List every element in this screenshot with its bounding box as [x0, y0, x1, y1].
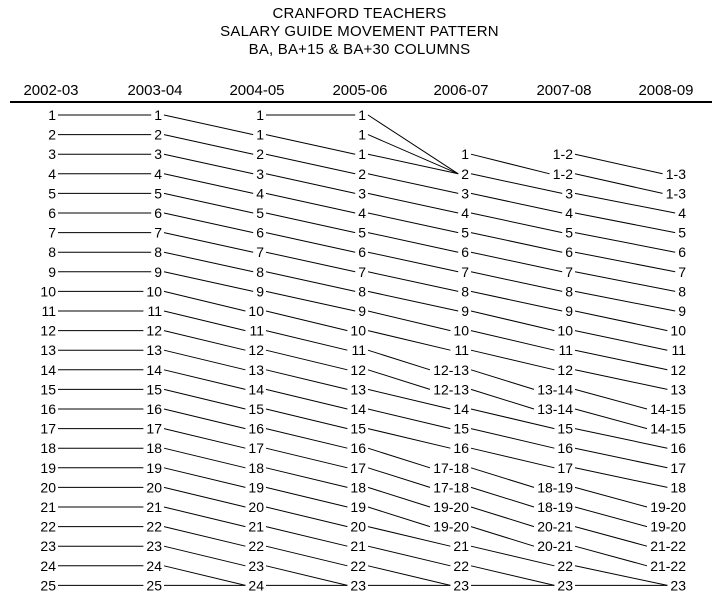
step-label: 1 [358, 146, 366, 163]
movement-line [266, 487, 347, 507]
step-label: 14 [453, 401, 469, 417]
step-label: 7 [358, 263, 366, 280]
column-header-2006-07: 2006-07 [433, 82, 489, 99]
movement-line [164, 272, 253, 292]
step-label: 19 [350, 499, 366, 515]
movement-line [368, 154, 458, 174]
step-label: 18 [350, 479, 366, 496]
step-label: 1 [461, 146, 469, 163]
column-header-2005-06: 2005-06 [332, 82, 388, 99]
step-label: 21 [40, 499, 56, 515]
step-label: 13 [350, 381, 366, 398]
step-label: 10 [350, 322, 366, 339]
step-label: 1 [256, 107, 264, 123]
step-label: 11 [249, 322, 264, 339]
step-label: 1 [154, 107, 162, 123]
step-label: 14 [248, 381, 264, 398]
movement-line [471, 389, 534, 409]
step-label: 6 [154, 205, 162, 221]
step-label: 16 [453, 440, 469, 457]
movement-line [164, 311, 245, 331]
step-label: 23 [350, 577, 366, 594]
step-label: 1-3 [665, 185, 686, 202]
step-label: 16 [248, 420, 264, 437]
movement-line [266, 409, 347, 429]
step-label: 1-2 [552, 146, 573, 163]
movement-line [471, 213, 562, 233]
title-line-2: SALARY GUIDE MOVEMENT PATTERN [220, 23, 499, 40]
movement-line [266, 311, 347, 331]
step-label: 8 [678, 283, 686, 300]
movement-line [266, 252, 355, 272]
movement-line [368, 135, 458, 174]
step-label: 8 [358, 283, 366, 300]
step-label: 12 [146, 322, 162, 339]
movement-line [368, 115, 458, 174]
step-label: 8 [256, 263, 264, 280]
step-label: 19-20 [433, 518, 469, 535]
step-label: 8 [154, 244, 162, 261]
step-label: 5 [358, 224, 366, 241]
movement-line [368, 193, 458, 213]
movement-line [266, 527, 347, 547]
movement-line [575, 233, 675, 253]
column-header-2004-05: 2004-05 [229, 82, 285, 99]
step-label: 15 [557, 420, 573, 437]
step-label: 18 [146, 440, 162, 457]
movement-line [471, 311, 554, 331]
step-label: 9 [678, 303, 686, 319]
step-label: 20 [350, 518, 366, 535]
step-label: 6 [461, 244, 469, 261]
step-label: 2 [48, 126, 56, 143]
step-label: 10 [453, 322, 469, 339]
movement-line [266, 429, 347, 449]
column-header-2003-04: 2003-04 [127, 82, 183, 99]
step-label: 15 [248, 401, 264, 417]
step-label: 7 [565, 263, 573, 280]
step-label: 5 [565, 224, 573, 241]
movement-line [575, 507, 647, 527]
movement-line [575, 331, 667, 351]
step-label: 13 [146, 342, 162, 359]
movement-line [266, 546, 347, 566]
step-label: 1 [48, 107, 56, 123]
movement-line [164, 566, 245, 586]
step-label: 21 [453, 538, 469, 555]
step-label: 23 [557, 577, 573, 594]
step-label: 16 [146, 401, 162, 417]
step-label: 12 [40, 322, 56, 339]
step-label: 9 [358, 303, 366, 319]
movement-line [471, 154, 550, 174]
movement-line [575, 487, 647, 507]
step-label: 16 [40, 401, 56, 417]
movement-line [471, 174, 562, 194]
movement-line [368, 233, 458, 253]
step-label: 1 [256, 126, 264, 143]
movement-line [575, 448, 667, 468]
step-label: 17 [350, 459, 366, 476]
step-label: 19-20 [433, 499, 469, 515]
movement-line [368, 507, 430, 527]
step-label: 3 [48, 146, 56, 163]
step-label: 19 [248, 479, 264, 496]
step-label: 16 [350, 440, 366, 457]
step-label: 12 [670, 361, 686, 378]
movement-line [471, 252, 562, 272]
step-label: 8 [565, 283, 573, 300]
step-label: 13 [670, 381, 686, 398]
step-label: 19-20 [650, 518, 686, 535]
movement-line [368, 448, 430, 468]
step-label: 19 [146, 459, 162, 476]
step-label: 22 [453, 557, 469, 574]
movement-line [266, 370, 347, 390]
step-label: 5 [678, 224, 686, 241]
movement-line [471, 370, 534, 390]
movement-line [368, 370, 430, 390]
movement-line [266, 507, 347, 527]
step-label: 20-21 [537, 518, 573, 535]
step-label: 10 [146, 283, 162, 300]
movement-line [575, 252, 675, 272]
movement-line [266, 213, 355, 233]
step-label: 10 [248, 303, 264, 319]
movement-line [368, 350, 430, 370]
step-label: 17 [248, 440, 264, 457]
movement-line [471, 350, 554, 370]
movement-line [164, 115, 253, 135]
step-label: 24 [146, 557, 162, 574]
step-label: 19-20 [650, 499, 686, 515]
step-label: 14-15 [650, 420, 686, 437]
step-label: 1 [358, 107, 366, 123]
step-label: 21 [248, 518, 264, 535]
step-label: 5 [461, 224, 469, 241]
movement-line [575, 389, 647, 409]
movement-line [266, 291, 355, 311]
movement-line [164, 193, 253, 213]
movement-line [164, 527, 245, 547]
step-label: 6 [256, 224, 264, 241]
step-label: 1-2 [552, 165, 573, 182]
step-label: 11 [147, 303, 162, 319]
step-label: 23 [248, 557, 264, 574]
movement-line [266, 135, 355, 155]
step-label: 24 [40, 557, 56, 574]
movement-line [471, 566, 554, 586]
column-header-2002-03: 2002-03 [23, 82, 79, 99]
movement-line [471, 468, 534, 488]
step-label: 3 [565, 185, 573, 202]
step-label: 15 [453, 420, 469, 437]
step-label: 3 [461, 185, 469, 202]
step-label: 4 [461, 205, 469, 221]
movement-line [266, 448, 347, 468]
step-label: 6 [48, 205, 56, 221]
step-label: 12-13 [433, 361, 469, 378]
movement-line [164, 370, 245, 390]
movement-line [471, 272, 562, 292]
step-label: 7 [154, 224, 162, 241]
step-label: 13-14 [537, 401, 573, 417]
movement-line [471, 291, 562, 311]
movement-line [368, 487, 430, 507]
movement-line [368, 429, 450, 449]
movement-line [164, 252, 253, 272]
step-label: 17 [557, 459, 573, 476]
movement-line [575, 174, 663, 194]
movement-line [368, 331, 450, 351]
movement-line [164, 291, 245, 311]
movement-line [368, 291, 458, 311]
movement-line [164, 174, 253, 194]
step-label: 4 [565, 205, 573, 221]
movement-line [164, 154, 253, 174]
movement-line [575, 370, 667, 390]
movement-line [266, 233, 355, 253]
step-label: 8 [461, 283, 469, 300]
movement-line [266, 566, 347, 586]
step-label: 21 [350, 538, 366, 555]
step-label: 23 [146, 538, 162, 555]
movement-line [368, 311, 450, 331]
step-label: 23 [453, 577, 469, 594]
step-label: 11 [351, 342, 366, 359]
step-label: 16 [557, 440, 573, 457]
step-label: 12 [248, 342, 264, 359]
movement-line [471, 193, 562, 213]
step-label: 4 [678, 205, 686, 221]
column-header-2008-09: 2008-09 [638, 82, 694, 99]
step-label: 14 [40, 361, 56, 378]
step-label: 12 [557, 361, 573, 378]
movement-line [575, 291, 675, 311]
movement-line [164, 213, 253, 233]
step-label: 18 [40, 440, 56, 457]
step-label: 1-3 [665, 165, 686, 182]
movement-line [164, 409, 245, 429]
title-line-1: CRANFORD TEACHERS [272, 5, 447, 22]
step-label: 6 [678, 244, 686, 261]
step-label: 25 [146, 577, 162, 594]
step-label: 20 [248, 499, 264, 515]
step-label: 21-22 [650, 538, 686, 555]
step-label: 21-22 [650, 557, 686, 574]
step-label: 9 [256, 283, 264, 300]
movement-line [368, 566, 450, 586]
step-label: 20 [146, 479, 162, 496]
title-line-3: BA, BA+15 & BA+30 COLUMNS [248, 41, 471, 58]
movement-line [368, 174, 458, 194]
movement-line [471, 448, 554, 468]
movement-line [164, 233, 253, 253]
movement-line [164, 350, 245, 370]
step-label: 10 [40, 283, 56, 300]
step-label: 15 [146, 381, 162, 398]
movement-line [368, 272, 458, 292]
step-label: 19 [40, 459, 56, 476]
movement-line [164, 331, 245, 351]
movement-line [368, 213, 458, 233]
step-label: 17-18 [433, 459, 469, 476]
step-label: 17 [146, 420, 162, 437]
step-label: 18 [248, 459, 264, 476]
step-label: 5 [256, 205, 264, 221]
step-label: 17-18 [433, 479, 469, 496]
step-label: 15 [40, 381, 56, 398]
step-label: 14 [350, 401, 366, 417]
movement-line [266, 193, 355, 213]
movement-line [266, 272, 355, 292]
step-label: 3 [358, 185, 366, 202]
step-label: 4 [48, 165, 56, 182]
step-label: 14 [146, 361, 162, 378]
step-label: 23 [40, 538, 56, 555]
column-header-2007-08: 2007-08 [536, 82, 592, 99]
step-label: 17 [670, 459, 686, 476]
step-label: 3 [256, 165, 264, 182]
step-label: 2 [256, 146, 264, 163]
step-label: 18-19 [537, 499, 573, 515]
step-label: 9 [154, 263, 162, 280]
step-label: 7 [461, 263, 469, 280]
movement-line [368, 409, 450, 429]
movement-line [575, 546, 647, 566]
step-label: 10 [557, 322, 573, 339]
step-label: 11 [41, 303, 56, 319]
movement-line [575, 527, 647, 547]
step-label: 18-19 [537, 479, 573, 496]
movement-line [575, 154, 663, 174]
step-label: 9 [565, 303, 573, 319]
movement-line [575, 350, 667, 370]
step-label: 11 [454, 342, 469, 359]
step-label: 13 [248, 361, 264, 378]
movement-line [471, 507, 534, 527]
movement-line [164, 389, 245, 409]
movement-line [164, 468, 245, 488]
step-label: 12 [350, 361, 366, 378]
movement-line [575, 409, 647, 429]
movement-line [266, 174, 355, 194]
movement-line [471, 331, 554, 351]
step-label: 15 [350, 420, 366, 437]
movement-line [368, 546, 450, 566]
step-label: 4 [154, 165, 162, 182]
step-label: 8 [48, 244, 56, 261]
step-label: 9 [461, 303, 469, 319]
movement-line [266, 389, 347, 409]
movement-line [471, 429, 554, 449]
movement-line [575, 272, 675, 292]
step-label: 22 [557, 557, 573, 574]
movement-line [266, 468, 347, 488]
step-label: 6 [565, 244, 573, 261]
step-label: 1 [358, 126, 366, 143]
step-label: 18 [670, 479, 686, 496]
step-label: 22 [350, 557, 366, 574]
movement-line [266, 350, 347, 370]
step-label: 7 [678, 263, 686, 280]
step-label: 4 [256, 185, 264, 202]
step-label: 22 [146, 518, 162, 535]
step-label: 13 [40, 342, 56, 359]
step-label: 9 [48, 263, 56, 280]
step-label: 22 [248, 538, 264, 555]
step-label: 2 [358, 165, 366, 182]
step-label: 20-21 [537, 538, 573, 555]
step-label: 17 [40, 420, 56, 437]
step-label: 7 [48, 224, 56, 241]
step-label: 5 [48, 185, 56, 202]
movement-line [575, 193, 675, 213]
movement-line [164, 448, 245, 468]
movement-line [164, 429, 245, 449]
step-label: 11 [671, 342, 686, 359]
movement-line [575, 311, 667, 331]
movement-line [368, 252, 458, 272]
step-label: 6 [358, 244, 366, 261]
movement-line [266, 331, 347, 351]
movement-line [471, 527, 534, 547]
movement-line [164, 546, 245, 566]
movement-line [471, 487, 534, 507]
movement-line [575, 213, 675, 233]
movement-line [164, 487, 245, 507]
step-label: 20 [40, 479, 56, 496]
step-label: 16 [670, 440, 686, 457]
step-label: 23 [670, 577, 686, 594]
movement-line [575, 468, 667, 488]
step-label: 2 [154, 126, 162, 143]
movement-line [471, 233, 562, 253]
step-label: 25 [40, 577, 56, 594]
step-label: 12-13 [433, 381, 469, 398]
step-label: 11 [558, 342, 573, 359]
step-label: 2 [461, 165, 469, 182]
step-label: 5 [154, 185, 162, 202]
step-label: 4 [358, 205, 366, 221]
step-label: 14-15 [650, 401, 686, 417]
step-label: 13-14 [537, 381, 573, 398]
step-label: 22 [40, 518, 56, 535]
movement-line [368, 468, 430, 488]
step-label: 10 [670, 322, 686, 339]
step-label: 3 [154, 146, 162, 163]
movement-line [164, 135, 253, 155]
step-label: 24 [248, 577, 264, 594]
movement-line [266, 154, 355, 174]
movement-line [164, 507, 245, 527]
step-label: 21 [146, 499, 162, 515]
step-label: 7 [256, 244, 264, 261]
